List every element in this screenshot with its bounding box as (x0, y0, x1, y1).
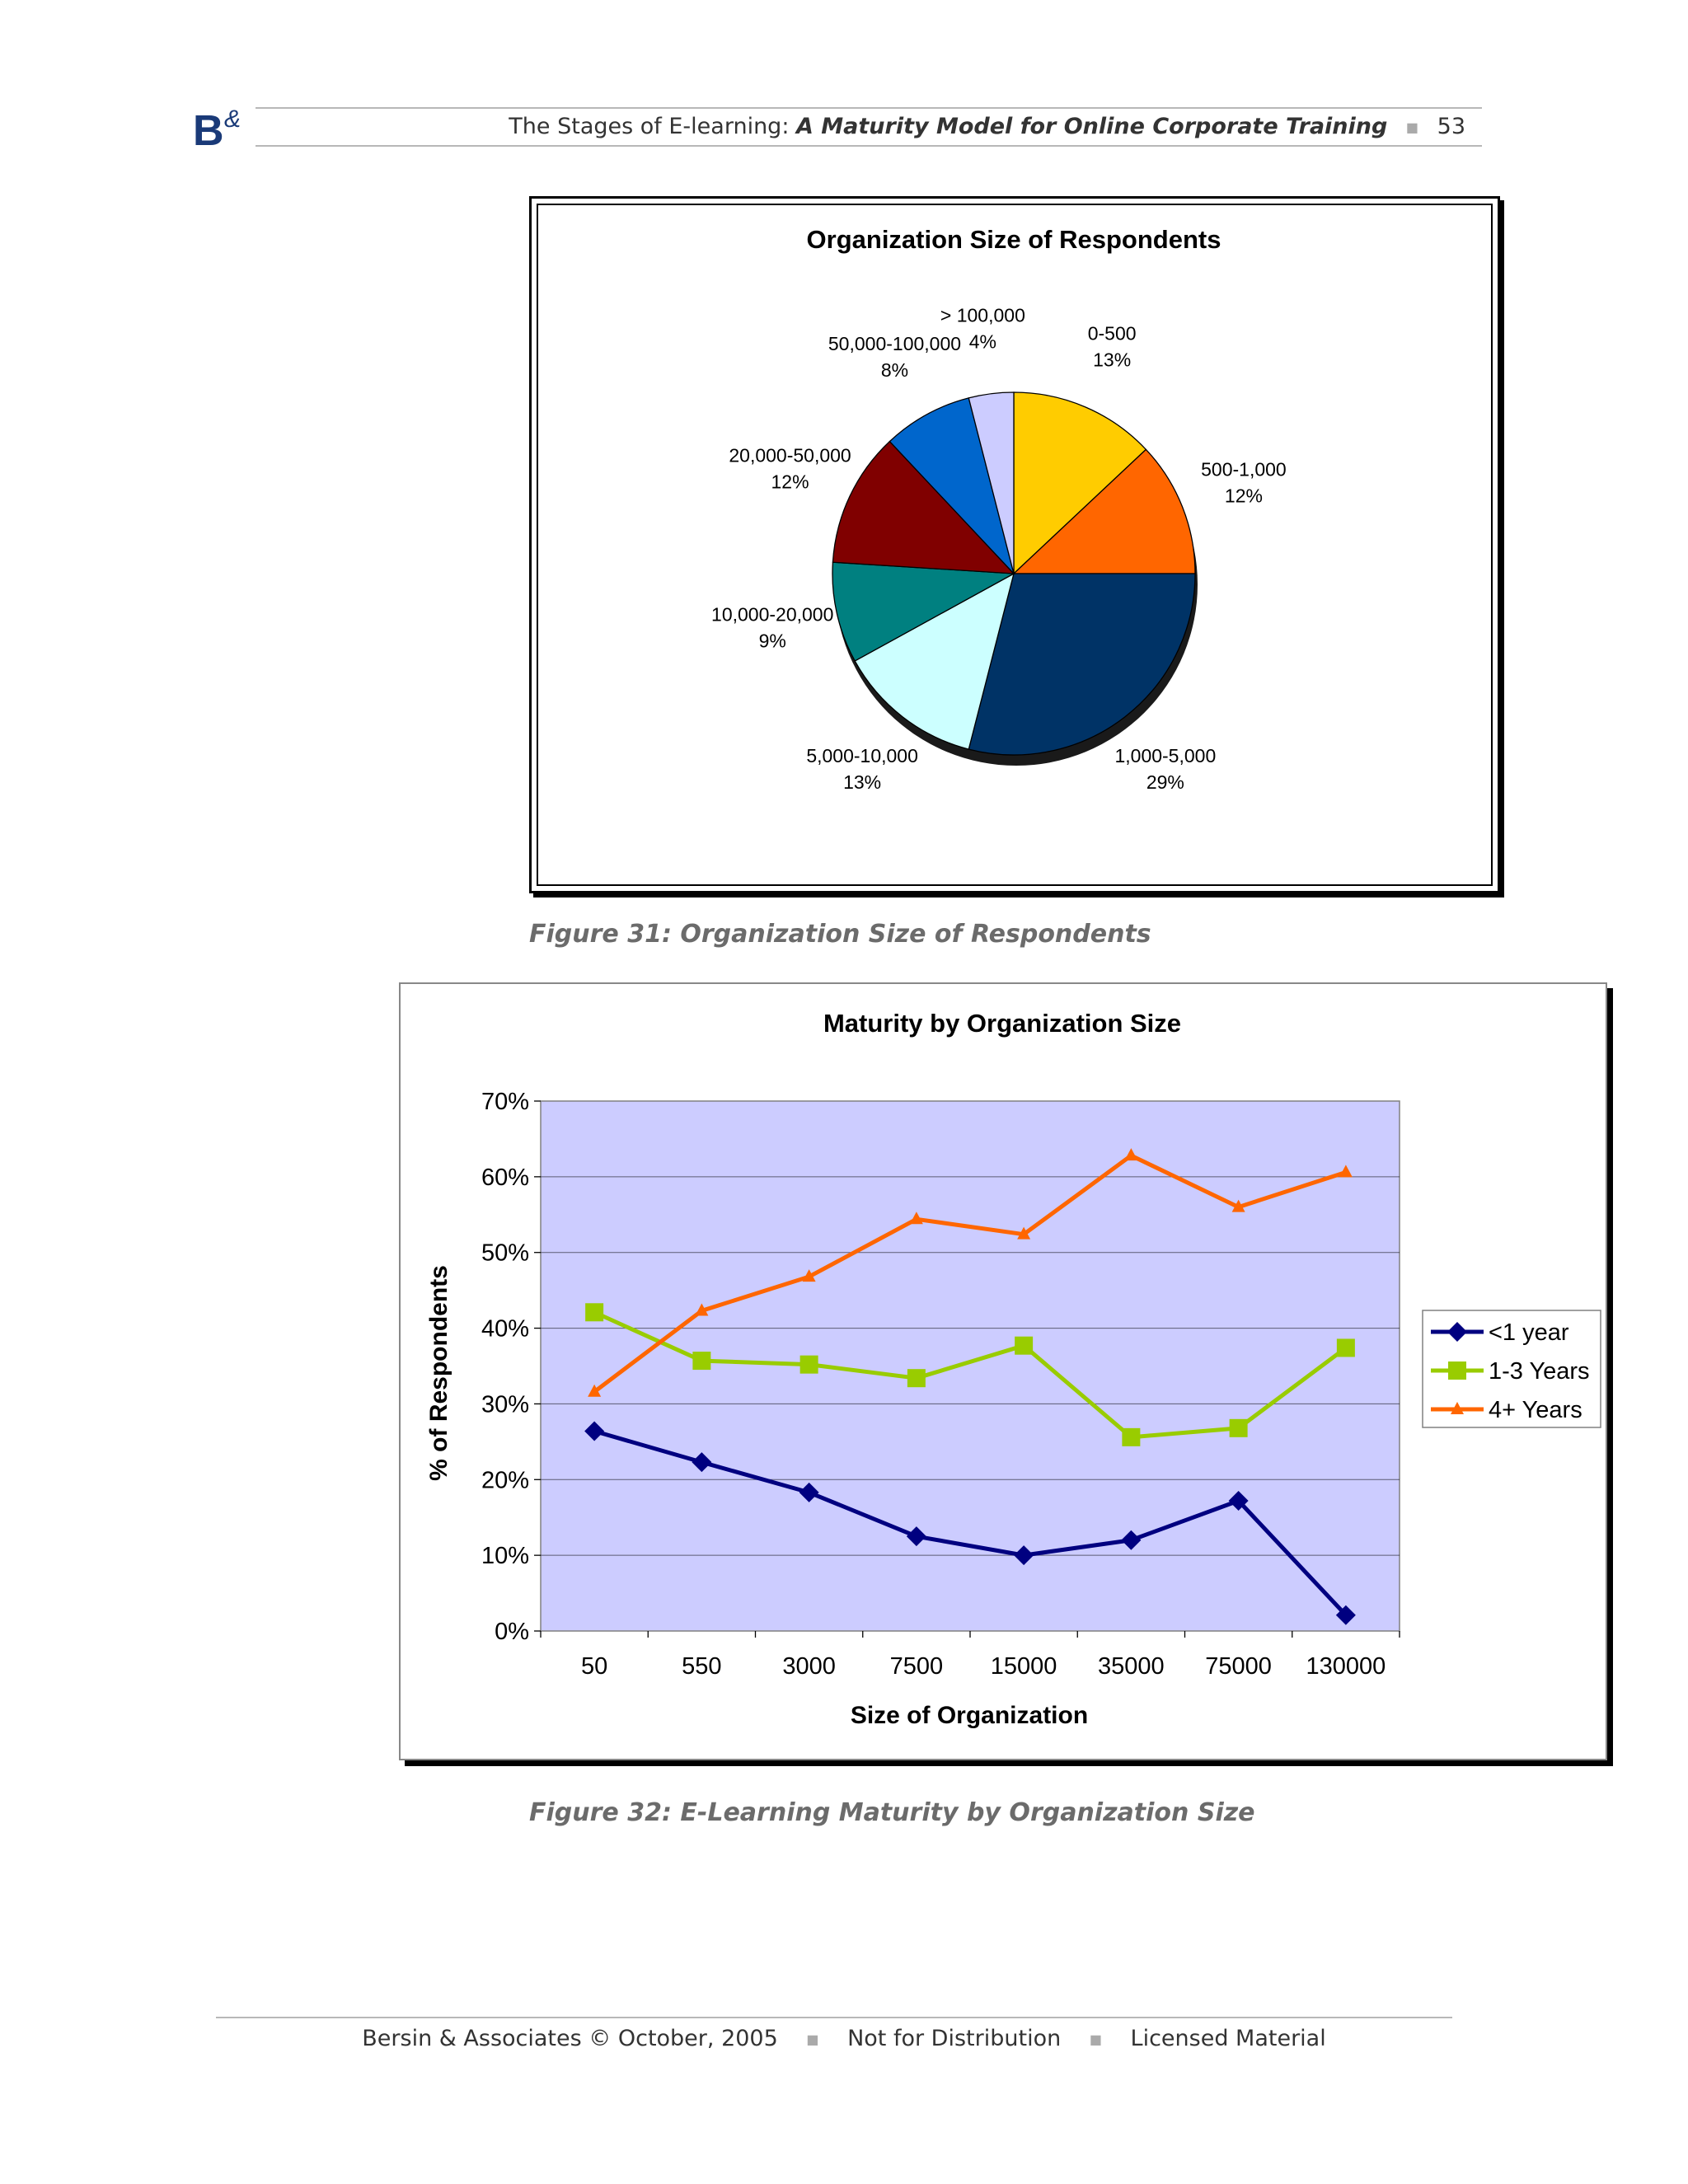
bersin-logo (191, 102, 257, 160)
legend-label: 1-3 Years (1489, 1358, 1590, 1385)
pie-percent-1-000-5-000: 29% (1146, 771, 1184, 794)
figure-31-caption: Figure 31: Organization Size of Respondents (529, 920, 1151, 949)
x-tick-label: 3000 (782, 1653, 836, 1680)
y-tick-label: 50% (481, 1240, 529, 1267)
legend (1423, 1310, 1601, 1427)
data-point-1-3-years (1015, 1337, 1033, 1355)
line-chart-frame (399, 982, 1607, 1760)
x-tick-label: 35000 (1098, 1653, 1165, 1680)
pie-label-100-000: > 100,000 (940, 304, 1025, 326)
footer-rule (216, 2017, 1452, 2018)
y-tick-label: 70% (481, 1089, 529, 1115)
header-title-plain: The Stages of E-learning: (509, 114, 790, 139)
pie-percent-500-1-000: 12% (1224, 485, 1263, 507)
x-tick-label: 550 (682, 1653, 722, 1680)
footer-separator: ■ (1089, 2032, 1102, 2047)
pie-label-5-000-10-000: 5,000-10,000 (806, 745, 918, 767)
y-tick-label: 20% (481, 1467, 529, 1494)
data-point-1-3-years (692, 1352, 710, 1370)
header-rule-top (256, 107, 1482, 109)
pie-chart (532, 199, 1498, 891)
x-tick-label: 15000 (990, 1653, 1057, 1680)
data-point-1-3-years (1230, 1419, 1248, 1437)
x-axis-label: Size of Organization (850, 1702, 1089, 1729)
data-point-1-3-years (800, 1356, 818, 1374)
pie-percent-0-500: 13% (1093, 349, 1132, 371)
running-header (509, 114, 1465, 139)
pie-percent-5-000-10-000: 13% (843, 771, 882, 794)
pie-percent-50-000-100-000: 8% (880, 359, 909, 382)
footer-license: Licensed Material (1130, 2026, 1326, 2051)
footer-distribution: Not for Distribution (847, 2026, 1062, 2051)
data-point-1-3-years (585, 1303, 603, 1321)
footer-separator: ■ (806, 2032, 819, 2047)
header-title-italic: A Maturity Model for Online Corporate Training (796, 114, 1388, 139)
x-tick-label: 130000 (1306, 1653, 1386, 1680)
pie-label-50-000-100-000: 50,000-100,000 (828, 333, 962, 355)
pie-percent-100-000: 4% (968, 330, 997, 353)
x-tick-label: 75000 (1205, 1653, 1272, 1680)
y-tick-label: 40% (481, 1315, 529, 1343)
line-chart (401, 984, 1606, 1759)
pie-label-0-500: 0-500 (1087, 322, 1137, 344)
data-point-1-3-years (1337, 1338, 1355, 1357)
page-number: 53 (1437, 114, 1465, 139)
footer (0, 2026, 1688, 2051)
y-tick-label: 30% (481, 1391, 529, 1418)
y-tick-label: 60% (481, 1164, 529, 1191)
y-tick-label: 10% (481, 1543, 529, 1570)
y-axis-label: % of Respondents (425, 1265, 452, 1481)
x-tick-label: 7500 (889, 1653, 944, 1680)
y-tick-label: 0% (495, 1619, 529, 1645)
pie-label-500-1-000: 500-1,000 (1201, 458, 1287, 480)
data-point-1-3-years (907, 1369, 926, 1387)
legend-label: 4+ Years (1489, 1397, 1582, 1423)
header-separator: ■ (1405, 120, 1419, 135)
pie-label-1-000-5-000: 1,000-5,000 (1114, 745, 1217, 767)
svg-text:&: & (224, 105, 241, 133)
pie-chart-frame (529, 196, 1500, 893)
pie-label-10-000-20-000: 10,000-20,000 (711, 603, 834, 626)
legend-marker (1448, 1361, 1466, 1380)
header-rule-bottom (256, 145, 1482, 147)
legend-label: <1 year (1489, 1319, 1569, 1346)
pie-percent-10-000-20-000: 9% (758, 630, 786, 652)
line-chart-title: Maturity by Organization Size (823, 1009, 1182, 1038)
plot-area (541, 1101, 1400, 1631)
pie-chart-title: Organization Size of Respondents (806, 225, 1221, 254)
footer-copyright: Bersin & Associates © October, 2005 (362, 2026, 778, 2051)
pie-label-20-000-50-000: 20,000-50,000 (729, 444, 851, 466)
x-tick-label: 50 (580, 1653, 608, 1680)
svg-text:B: B (193, 107, 224, 155)
pie-percent-20-000-50-000: 12% (771, 471, 809, 493)
data-point-1-3-years (1122, 1428, 1140, 1446)
figure-32-caption: Figure 32: E-Learning Maturity by Organization Size (529, 1798, 1255, 1827)
